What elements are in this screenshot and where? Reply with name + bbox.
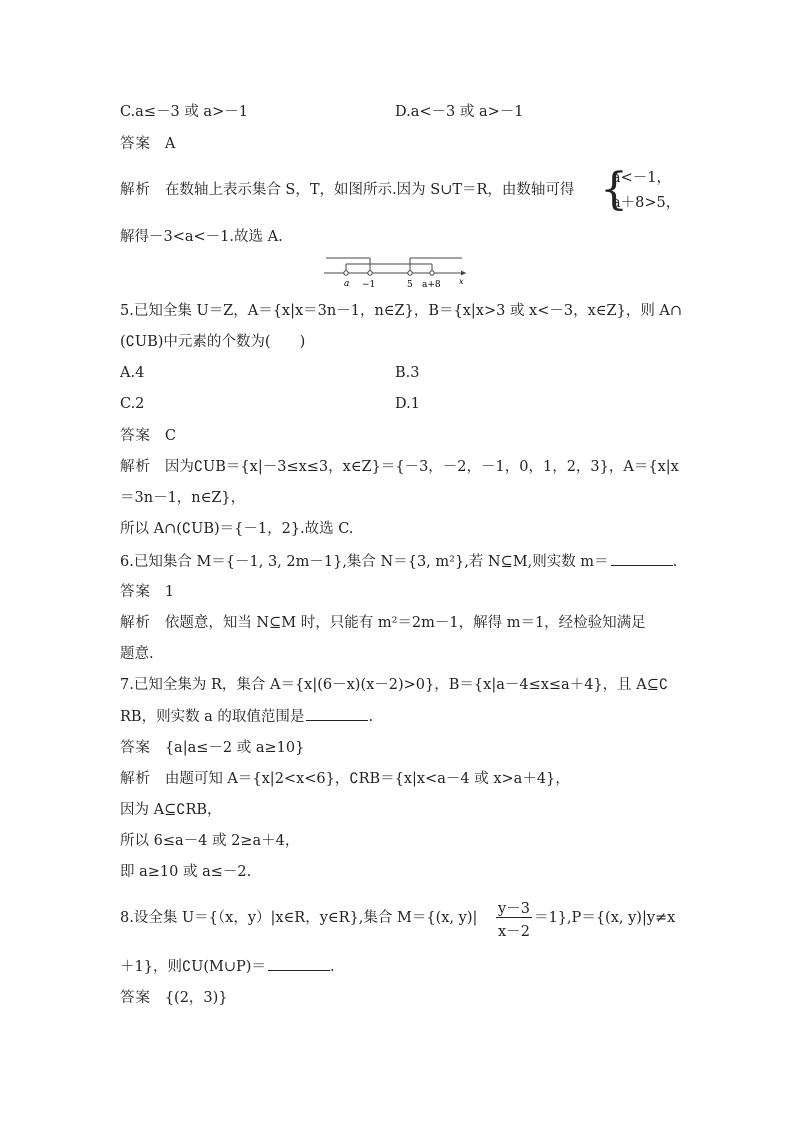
q8-fraction-bar: [496, 917, 532, 918]
label-5: 5: [407, 280, 413, 290]
point-neg1: [368, 271, 372, 275]
q5-option-a: A.4: [120, 365, 145, 381]
q8-fraction-numerator: y－3: [498, 901, 530, 917]
q5-answer-row: [120, 426, 176, 446]
system-brace: {: [600, 164, 628, 215]
q4-answer-row: [120, 134, 175, 154]
q7-analysis-3: 所以 6≤a－4 或 2≥a＋4，: [120, 833, 300, 849]
axis-arrow: [461, 271, 466, 276]
q4-analysis-text: 在数轴上表示集合 S，T，如图所示.因为 S∪T＝R，由数轴可得: [164, 182, 575, 198]
q4-system-1: a<－1，: [612, 170, 672, 186]
answer-label: 答案: [120, 990, 151, 1006]
q5-answer: C: [164, 428, 176, 444]
q8-stem-text: ＋1}，则∁U(M∪P)＝: [120, 959, 266, 975]
q8-answer-blank: [268, 956, 330, 971]
q5-analysis-text: 因为∁UB＝{x|－3≤x≤3，x∈Z}＝{－3，－2，－1，0，1，2，3}，A＝{x|x: [164, 459, 679, 475]
analysis-label: 解析: [120, 459, 151, 475]
q8-stem-a: 8.设全集 U＝{（x，y）|x∈R，y∈R},集合 M＝{(x, y)|: [120, 910, 478, 926]
analysis-label: 解析: [120, 615, 151, 631]
q5-option-b: B.3: [395, 365, 420, 381]
q7-answer-blank: [306, 706, 368, 721]
q5-option-d: D.1: [395, 396, 420, 412]
q6-answer-blank: [611, 551, 673, 566]
answer-label: 答案: [120, 428, 151, 444]
q6-answer-row: [120, 582, 174, 602]
answer-label: 答案: [120, 740, 151, 756]
label-x: x: [459, 277, 464, 286]
q7-analysis-1: [120, 769, 570, 789]
q7-stem-1: 7.已知全集为 R，集合 A＝{x|(6－x)(x－2)>0}，B＝{x|a－4≤x≤a＋4}，且 A⊆∁: [120, 677, 669, 693]
q7-answer: {a|a≤－2 或 a≥10}: [164, 740, 305, 756]
q5-stem-2: (∁UB)中元素的个数为( ): [120, 334, 306, 350]
q8-answer: {(2，3)}: [164, 990, 228, 1006]
q7-stem-text: RB，则实数 a 的取值范围是: [120, 709, 305, 725]
q8-fraction-denominator: x－2: [498, 924, 530, 940]
label-a8: a+8: [422, 280, 441, 290]
q6-stem: 6.已知集合 M＝{－1, 3, 2m－1},集合 N＝{3, m²},若 N⊆M,则实数 m＝ .: [120, 551, 677, 572]
label-neg1: −1: [362, 280, 376, 290]
point-5: [408, 271, 412, 275]
q6-stem-text: 6.已知集合 M＝{－1, 3, 2m－1},集合 N＝{3, m²},若 N⊆M,则实数 m＝: [120, 554, 609, 570]
q5-stem-1: 5.已知全集 U＝Z，A＝{x|x＝3n－1，n∈Z}，B＝{x|x>3 或 x<－3，x∈Z}，则 A∩: [120, 303, 683, 319]
q7-analysis-text: 由题可知 A＝{x|2<x<6}，∁RB＝{x|x<a－4 或 x>a＋4}，: [164, 771, 570, 787]
q6-answer: 1: [164, 584, 175, 600]
answer-label: 答案: [120, 584, 151, 600]
q6-analysis-1: [120, 613, 646, 633]
q7-analysis-4: 即 a≥10 或 a≤－2.: [120, 864, 252, 880]
point-a: [344, 271, 348, 275]
q4-option-c: C.a≤－3 或 a>－1: [120, 104, 248, 120]
q5-analysis-1: [120, 457, 679, 477]
analysis-label: 解析: [120, 771, 151, 787]
q5-analysis-3: 所以 A∩(∁UB)＝{－1，2}.故选 C.: [120, 521, 354, 537]
q4-system-2: a＋8>5，: [612, 195, 681, 211]
analysis-label: 解析: [120, 182, 151, 198]
label-a: a: [344, 279, 350, 289]
number-line-figure: [320, 252, 470, 292]
q4-option-d: D.a<－3 或 a>－1: [395, 104, 524, 120]
q7-answer-row: [120, 738, 304, 758]
q8-answer-row: [120, 988, 228, 1008]
point-a8: [430, 271, 434, 275]
answer-label: 答案: [120, 136, 151, 152]
q7-analysis-2: 因为 A⊆∁RB，: [120, 802, 222, 818]
q7-stem-2: RB，则实数 a 的取值范围是 .: [120, 706, 373, 727]
q6-analysis-2: 题意.: [120, 646, 154, 662]
q4-analysis-1: [120, 180, 574, 200]
q5-analysis-2: ＝3n－1，n∈Z}，: [120, 490, 246, 506]
q4-analysis-2: 解得－3<a<－1.故选 A.: [120, 229, 283, 245]
q8-stem-2: ＋1}，则∁U(M∪P)＝ .: [120, 956, 335, 977]
q4-answer: A: [164, 136, 176, 152]
q5-option-c: C.2: [120, 396, 145, 412]
q8-stem-b: ＝1},P＝{(x, y)|y≠x: [534, 910, 676, 926]
q6-analysis-text: 依题意，知当 N⊆M 时，只能有 m²＝2m－1，解得 m＝1，经检验知满足: [164, 615, 646, 631]
